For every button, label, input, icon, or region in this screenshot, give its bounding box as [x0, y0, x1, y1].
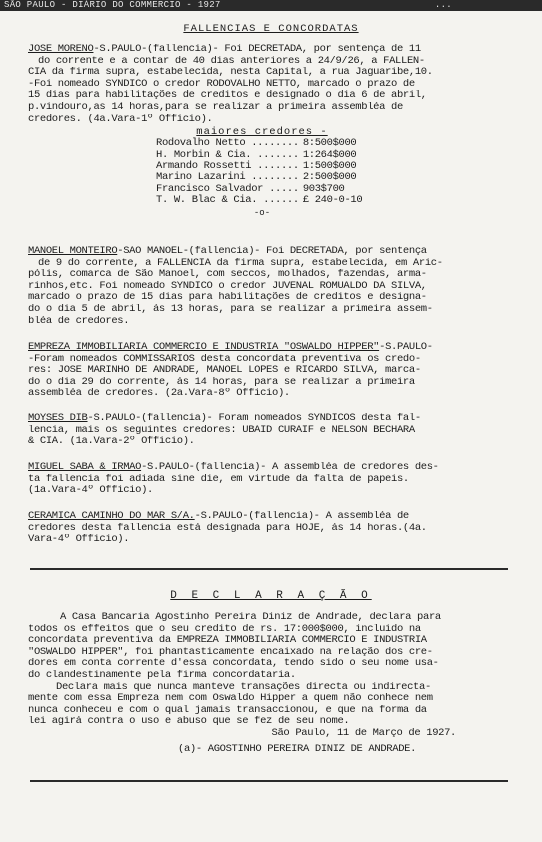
entry-line: credores. (4a.Vara-1º Officio).	[28, 113, 213, 125]
entry-empreza-immobiliaria	[28, 342, 496, 400]
declaration-line: nunca conheceu e com o qual jamais transaccionou, e que na forma da	[28, 704, 427, 716]
entry-line: & CIA. (1a.Vara-2º Officio).	[28, 436, 195, 448]
masthead-strip	[0, 0, 542, 11]
entry-lead: MOYSÉS DIB	[28, 413, 88, 424]
section-divider	[30, 568, 508, 570]
declaration-line: concordata preventiva da EMPREZA IMMOBILIARIA COMMERCIO E INDUSTRIA	[28, 635, 427, 647]
creditor-row	[156, 138, 362, 149]
creditor-value: 903$700	[302, 182, 345, 195]
entry-line: pólis, comarca de São Manoel, com seccos, molhados, fazendas, arma-	[28, 269, 427, 281]
creditor-value: 8:500$000	[302, 137, 357, 150]
entry-line: JOSÉ MORENO-S.PAULO-(fallencia)- Foi DECRETADA, por sentença de 11	[28, 44, 421, 55]
creditor-row	[156, 195, 362, 206]
separator-mark: -o-	[253, 207, 271, 218]
entry-line: do o dia 5 de abril, ás 13 horas, para se realizar a primeira assem-	[28, 303, 433, 315]
entry-line: MANOEL MONTEIRO-SÃO MANOEL-(fallencia)- Foi DECRETADA, por sentença	[28, 246, 427, 257]
entry-line: MIGUEL SABA & IRMÃO-S.PAULO-(fallencia)- A assembléa de credores des-	[28, 462, 439, 473]
creditor-value: 2:500$000	[302, 171, 357, 184]
entry-lead: MIGUEL SABA & IRMÃO	[28, 462, 142, 473]
entry-line: de 9 do corrente, a FALLENCIA da firma supra, estabelecida, em Aric-	[38, 257, 443, 269]
entry-line: res: JOSÉ MARINHO DE ANDRADE, MANOEL LOPES e RICARDO SILVA, marca-	[28, 365, 421, 377]
entry-line: assembléa de credores. (2a.Vara-8º Officio).	[28, 388, 290, 400]
entry-line: -Foi nomeado SYNDICO o credor RODOVALHO NETTO, marcado o prazo de	[28, 78, 415, 90]
creditor-value: 1:264$000	[302, 148, 357, 161]
declaration-line: do clandestinamente pela firma concordataria.	[28, 669, 296, 681]
creditor-name: H. Morbin & Cia. .......	[156, 148, 299, 161]
entry-line: Vara-4º Officio).	[28, 534, 130, 546]
entry-line: marcado o prazo de 15 dias para habilitações de creditos e designa-	[28, 292, 427, 304]
creditor-value: £ 240-0-10	[302, 194, 363, 207]
entry-line: bléa de credores.	[28, 315, 130, 327]
entry-ceramica-caminho-do-mar	[28, 511, 496, 546]
entry-line: rinhos,etc. Foi nomeado SYNDICO o credor JUVENAL ROMUALDO DA SILVA,	[28, 280, 427, 292]
declaration-title: D E C L A R A Ç Ã O	[170, 590, 372, 602]
entry-manoel-monteiro	[28, 246, 496, 327]
creditor-value: 1:500$000	[302, 159, 357, 172]
entry-line: p.vindouro,as 14 horas,para se realizar a primeira assembléa de	[28, 101, 403, 113]
entry-line: MOYSÉS DIB-S.PAULO-(fallencia)- Foram nomeados SYNDICOS desta fal-	[28, 413, 421, 424]
entry-lead: EMPREZA IMMOBILIARIA COMMERCIO E INDUSTRIA "OSWALDO HIPPER"	[28, 342, 380, 353]
entry-jose-moreno	[28, 44, 496, 218]
declaration-date: São Paulo, 11 de Março de 1927.	[271, 727, 456, 739]
entry-line: do o dia 29 do corrente, ás 14 horas, para se realizar a primeira	[28, 376, 415, 388]
creditor-name: Rodovalho Netto ........	[156, 137, 299, 150]
entry-line: CIA da firma supra, estabelecida, nesta Capital, a rua Jaguaribe,10.	[28, 67, 433, 79]
entry-lead: CERAMICA CAMINHO DO MAR S/A.	[28, 511, 195, 522]
entry-moyses-dib	[28, 413, 496, 448]
declaration-body	[28, 612, 496, 755]
creditors-heading: maiores credores -	[196, 126, 328, 139]
declaration-line: todos os effeitos que o seu credito de rs. 17:000$000, incluido na	[28, 623, 421, 635]
declaration-line: A Casa Bancaria Agostinho Pereira Diniz de Andrade, declara para	[60, 612, 441, 623]
entry-line: (1a.Vara-4º Officio).	[28, 485, 153, 497]
creditor-name: Francisco Salvador .....	[156, 182, 299, 195]
entry-line: lencia, mais os seguintes credores: UBAID CURAIF e NELSON BECHARA	[28, 424, 415, 436]
masthead-right: ...	[434, 0, 452, 10]
entry-line: EMPREZA IMMOBILIARIA COMMERCIO E INDUSTRIA "OSWALDO HIPPER"-S.PAULO-	[28, 342, 433, 353]
declaration-line: Declara mais que nunca manteve transações directa ou indirecta-	[56, 681, 431, 693]
entry-line: 15 dias para habilitações de creditos e designado o dia 6 de abril,	[28, 90, 427, 102]
creditors-table	[156, 138, 362, 206]
entry-miguel-saba	[28, 462, 496, 497]
bottom-divider	[30, 780, 508, 782]
creditor-name: Armando Rossetti .......	[156, 159, 299, 172]
entry-line: do corrente e a contar de 40 dias anteriores a 24/9/26, a FALLEN-	[38, 55, 425, 67]
entry-line: CERAMICA CAMINHO DO MAR S/A.-S.PAULO-(fallencia)- A assembléa de	[28, 511, 409, 522]
declaration-line: dores em conta corrente d'essa concordata, tendo sido o seu nome usa-	[28, 658, 439, 670]
declaration-line: lei agirá contra o uso e abuso que se fez de seu nome.	[28, 716, 350, 728]
declaration-signature: (a)- AGOSTINHO PEREIRA DINIZ DE ANDRADE.	[178, 743, 417, 755]
entry-lead: MANOEL MONTEIRO	[28, 246, 118, 257]
declaration-line: "OSWALDO HIPPER", foi phantasticamente encaixado na relação dos cre-	[28, 646, 433, 658]
entry-lead: JOSÉ MORENO	[28, 44, 94, 55]
entry-line: -Foram nomeados COMMISSARIOS desta concordata preventiva os credo-	[28, 353, 421, 365]
entry-line: ta fallencia foi adiada sine die, em virtude da falta de papeis.	[28, 473, 409, 485]
creditor-name: T. W. Blac & Cia. ......	[156, 194, 299, 207]
section-title: FALLENCIAS E CONCORDATAS	[183, 23, 359, 35]
declaration-line: mente com essa Empreza nem com Oswaldo Hipper a quem não conhece nem	[28, 693, 433, 705]
masthead-left: SÃO PAULO - DIÁRIO DO COMMERCIO - 1927	[4, 0, 221, 10]
entry-line: credores desta fallencia está designada para HOJE, ás 14 horas.(4a.	[28, 522, 427, 534]
creditor-name: Marino Lazarini ........	[156, 171, 299, 184]
